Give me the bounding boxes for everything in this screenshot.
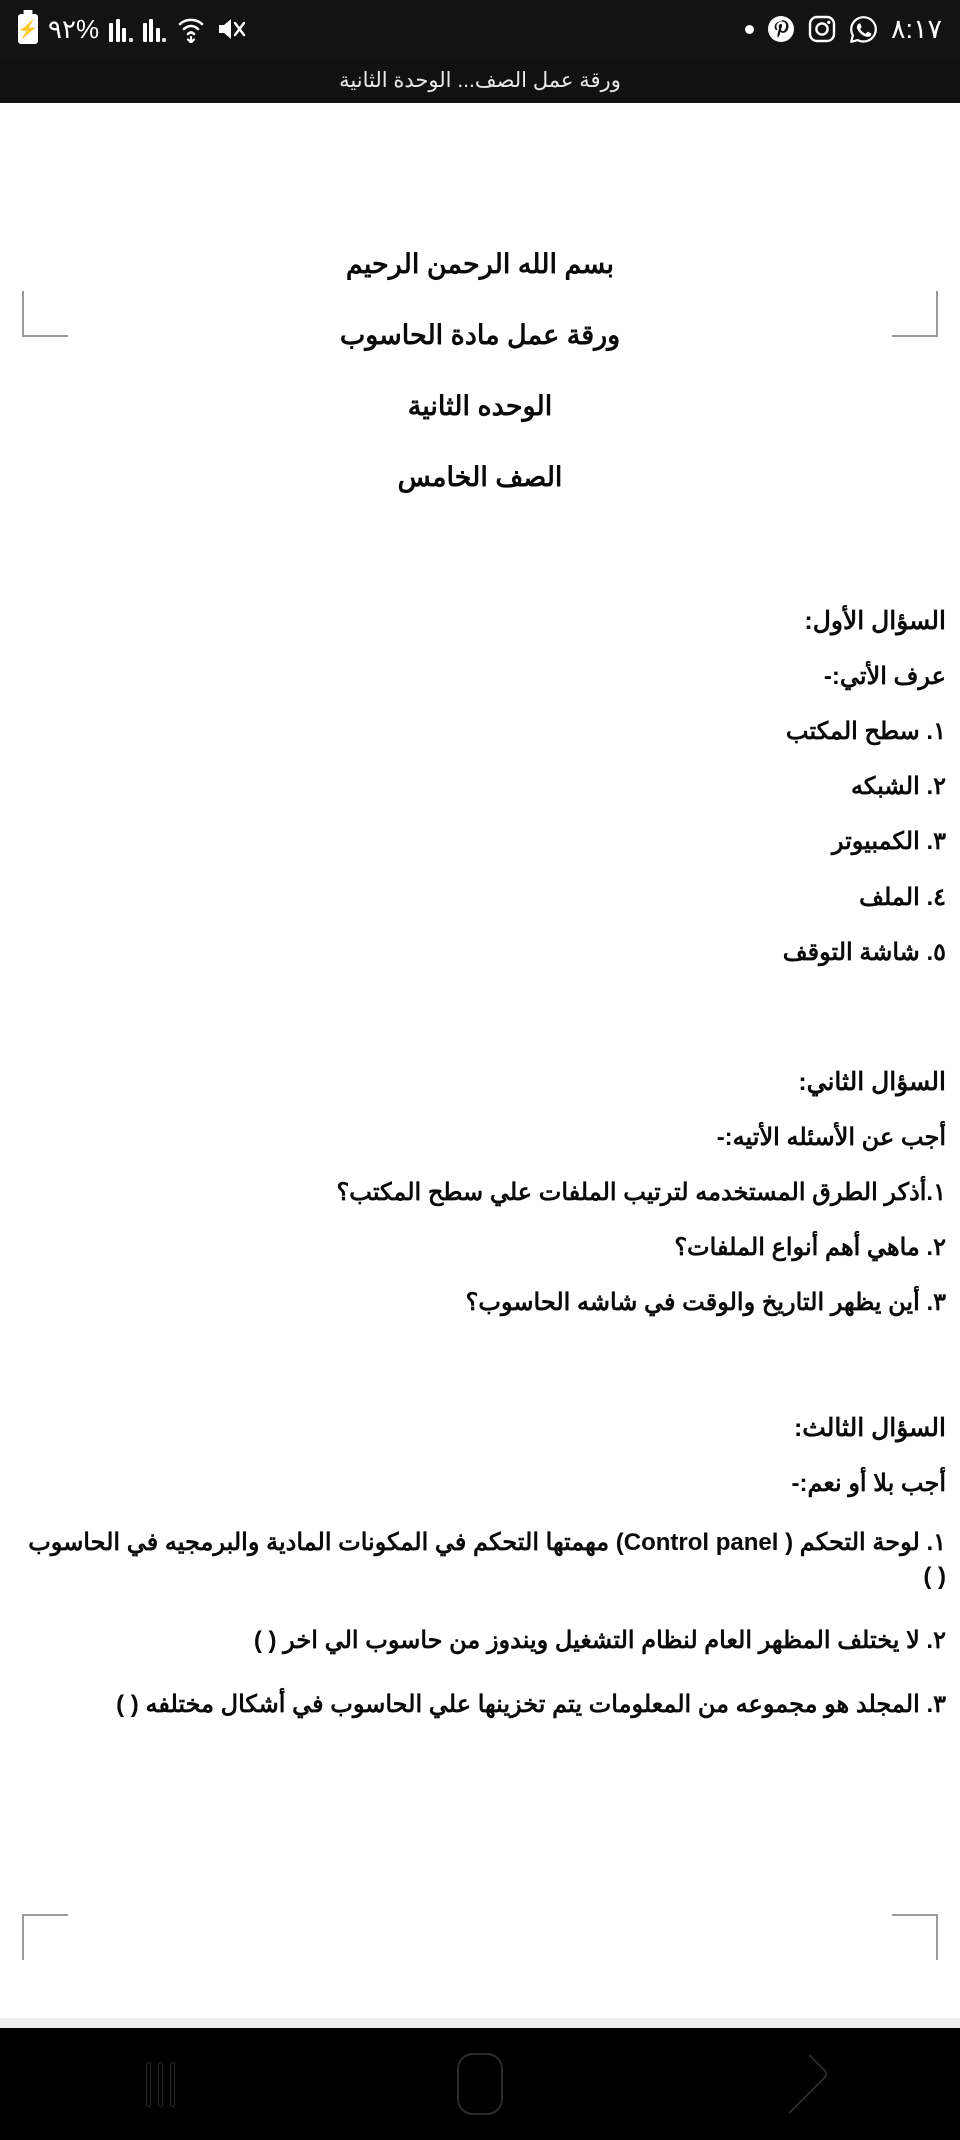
document-viewport[interactable] bbox=[0, 103, 960, 2028]
question-1-heading: السؤال الأول: bbox=[804, 607, 946, 635]
question-1-item-1: ١. سطح المكتب bbox=[785, 718, 946, 745]
heading-basmala: بسم الله الرحمن الرحيم bbox=[345, 249, 615, 279]
question-section-1 bbox=[14, 609, 946, 965]
question-3-item-1: ١. لوحة التحكم ( Control panel) مهمتها التحكم في المكونات المادية والبرمجيه في الحاسوب ( ) bbox=[28, 1528, 946, 1590]
status-bar-left-group bbox=[18, 14, 246, 45]
notification-dot-icon bbox=[745, 25, 754, 34]
question-1-item-3: ٣. الكمبيوتر bbox=[831, 828, 946, 856]
pinterest-icon bbox=[767, 15, 795, 43]
document-title: ورقة عمل الصف... الوحدة الثانية bbox=[339, 69, 621, 92]
whatsapp-icon bbox=[849, 15, 878, 44]
recents-icon bbox=[146, 2062, 175, 2107]
heading-unit: الوحده الثانية bbox=[407, 391, 553, 421]
question-section-2 bbox=[14, 1067, 946, 1317]
question-2-heading: السؤال الثاني: bbox=[798, 1067, 946, 1096]
question-2-item-2: ٢. ماهي أهم أنواع الملفات؟ bbox=[674, 1234, 946, 1262]
instagram-icon bbox=[808, 15, 836, 43]
question-1-item-5: ٥. شاشة التوقف bbox=[782, 938, 946, 966]
android-navigation-bar bbox=[0, 2028, 960, 2140]
question-1-item-4: ٤. الملف bbox=[859, 883, 946, 911]
question-section-3 bbox=[14, 1413, 946, 1722]
question-3-item-3: ٣. المجلد هو مجموعه من المعلومات يتم تخزينها علي الحاسوب في أشكال مختلفه ( ) bbox=[116, 1690, 946, 1718]
question-2-item-1: ١.أذكر الطرق المستخدمه لترتيب الملفات علي سطح المكتب؟ bbox=[336, 1178, 946, 1206]
question-1-instruction: عرف الأتي:- bbox=[823, 663, 946, 690]
question-3-instruction: أجب بلا أو نعم:- bbox=[791, 1469, 946, 1497]
battery-percent-label: ٩٢% bbox=[48, 13, 100, 44]
back-button[interactable] bbox=[725, 2028, 875, 2140]
crop-mark-top-right-icon bbox=[892, 291, 938, 337]
document-page-1 bbox=[0, 251, 960, 2018]
question-3-item-2: ٢. لا يختلف المظهر العام لنظام التشغيل ويندوز من حاسوب الي اخر ( ) bbox=[253, 1626, 946, 1654]
status-bar bbox=[0, 0, 960, 58]
signal-bars-icon-2 bbox=[143, 16, 167, 42]
back-icon bbox=[770, 2054, 829, 2113]
heading-grade: الصف الخامس bbox=[397, 462, 563, 492]
document-body bbox=[0, 251, 960, 1722]
home-icon bbox=[457, 2053, 503, 2115]
crop-mark-bottom-right-icon bbox=[892, 1914, 938, 1960]
signal-bars-icon bbox=[109, 16, 133, 42]
crop-mark-top-left-icon bbox=[22, 291, 68, 337]
wifi-icon bbox=[176, 15, 206, 43]
question-2-item-3: ٣. أين يظهر التاريخ والوقت في شاشه الحاسوب؟ bbox=[465, 1289, 946, 1317]
recents-button[interactable] bbox=[85, 2028, 235, 2140]
heading-worksheet-subject: ورقة عمل مادة الحاسوب bbox=[339, 320, 621, 350]
mute-speaker-icon bbox=[216, 16, 246, 42]
question-3-heading: السؤال الثالث: bbox=[793, 1413, 946, 1442]
app-title-bar bbox=[0, 58, 960, 103]
battery-charging-icon: ⚡ bbox=[18, 14, 38, 44]
question-2-instruction: أجب عن الأسئله الأتيه:- bbox=[716, 1123, 946, 1151]
question-1-item-2: ٢. الشبكه bbox=[851, 773, 946, 801]
page-separator bbox=[0, 2018, 960, 2028]
status-bar-clock: ٨:١٧ bbox=[890, 13, 942, 44]
status-bar-right-group bbox=[745, 14, 942, 45]
crop-mark-bottom-left-icon bbox=[22, 1914, 68, 1960]
home-button[interactable] bbox=[405, 2028, 555, 2140]
